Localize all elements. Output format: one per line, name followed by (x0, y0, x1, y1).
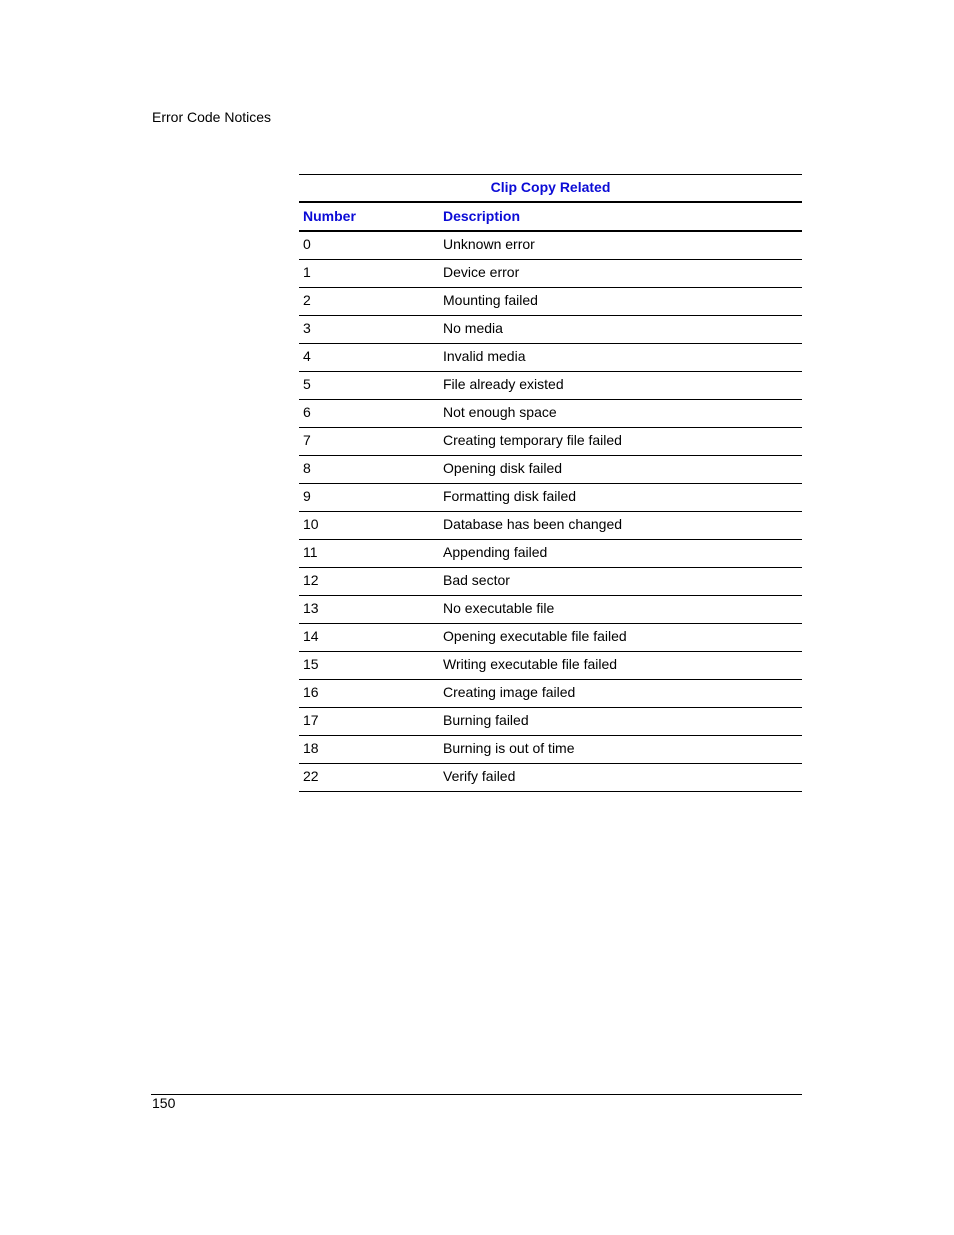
row-description: Database has been changed (443, 516, 623, 532)
table-row (299, 484, 802, 512)
table-row (299, 708, 802, 736)
row-number: 7 (303, 432, 311, 448)
table-row (299, 372, 802, 400)
table-row (299, 680, 802, 708)
row-number: 18 (303, 740, 319, 756)
table-title: Clip Copy Related (299, 174, 802, 203)
table-row (299, 512, 802, 540)
row-description: Writing executable file failed (443, 656, 618, 672)
table-row (299, 624, 802, 652)
table-row (299, 456, 802, 484)
row-number: 16 (303, 684, 319, 700)
row-number: 10 (303, 516, 319, 532)
row-description: Burning failed (443, 712, 529, 728)
row-description: Bad sector (443, 572, 510, 588)
row-description: Creating temporary file failed (443, 432, 622, 448)
row-description: Formatting disk failed (443, 488, 577, 504)
error-code-table (299, 174, 802, 792)
running-header: Error Code Notices (152, 109, 272, 125)
row-description: No executable file (443, 600, 555, 616)
row-description: Opening disk failed (443, 460, 563, 476)
table-row (299, 232, 802, 260)
row-description: Invalid media (443, 348, 526, 364)
row-description: No media (443, 320, 503, 336)
table-row (299, 540, 802, 568)
table-row (299, 344, 802, 372)
table-row (299, 652, 802, 680)
row-number: 5 (303, 376, 311, 392)
table-row (299, 736, 802, 764)
column-header-description: Description (443, 208, 521, 224)
row-description: Verify failed (443, 768, 516, 784)
row-number: 4 (303, 348, 311, 364)
row-number: 9 (303, 488, 311, 504)
row-description: File already existed (443, 376, 564, 392)
table-header-row (299, 203, 802, 232)
table-row (299, 596, 802, 624)
page-number: 150 (152, 1095, 176, 1111)
row-number: 13 (303, 600, 319, 616)
footer-divider (151, 1094, 802, 1095)
row-description: Not enough space (443, 404, 557, 420)
row-number: 15 (303, 656, 319, 672)
table-row (299, 260, 802, 288)
row-description: Creating image failed (443, 684, 576, 700)
row-description: Appending failed (443, 544, 548, 560)
row-description: Unknown error (443, 236, 535, 252)
row-number: 22 (303, 768, 319, 784)
row-number: 11 (303, 544, 318, 560)
table-row (299, 568, 802, 596)
row-number: 12 (303, 572, 319, 588)
row-number: 0 (303, 236, 311, 252)
row-number: 1 (303, 264, 311, 280)
row-description: Opening executable file failed (443, 628, 627, 644)
table-row (299, 400, 802, 428)
table-row (299, 316, 802, 344)
table-row (299, 428, 802, 456)
row-number: 17 (303, 712, 319, 728)
row-number: 8 (303, 460, 311, 476)
table-row (299, 764, 802, 792)
row-number: 2 (303, 292, 311, 308)
row-number: 6 (303, 404, 311, 420)
row-description: Device error (443, 264, 520, 280)
row-description: Burning is out of time (443, 740, 575, 756)
row-number: 3 (303, 320, 311, 336)
table-body (299, 232, 802, 792)
table-row (299, 288, 802, 316)
row-number: 14 (303, 628, 319, 644)
row-description: Mounting failed (443, 292, 538, 308)
column-header-number: Number (303, 208, 356, 224)
